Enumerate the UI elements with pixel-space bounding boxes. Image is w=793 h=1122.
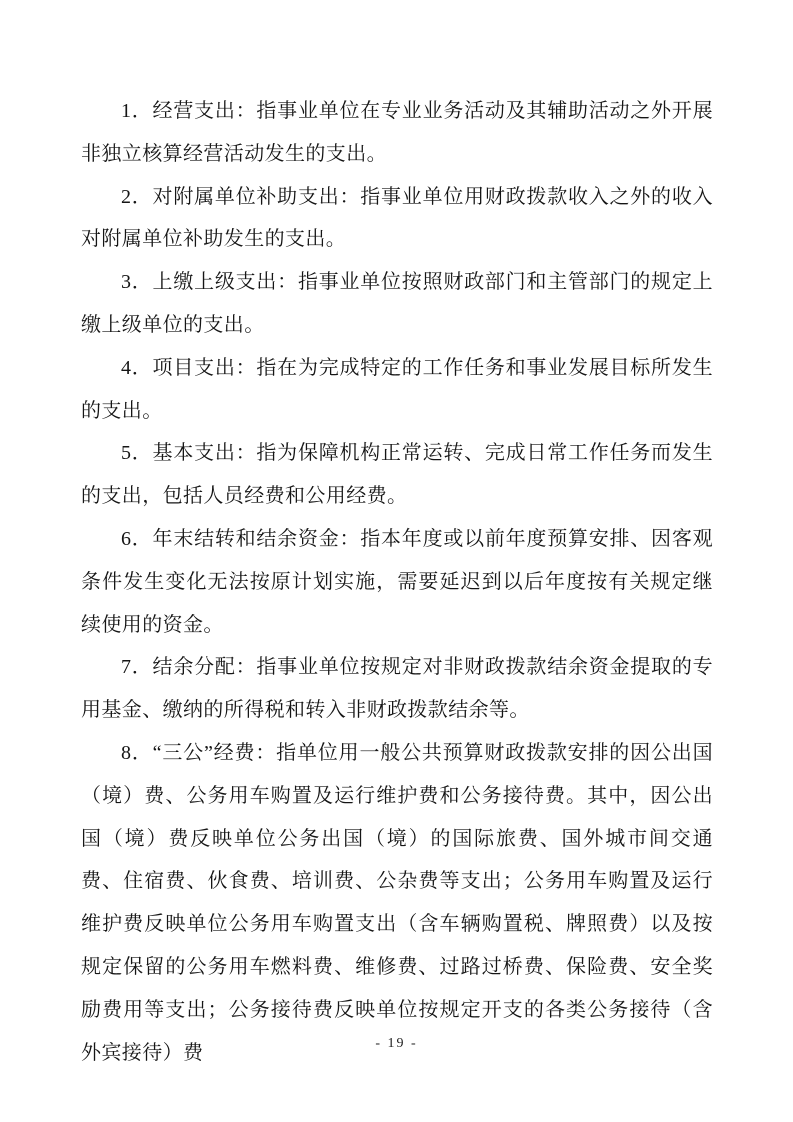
text-body — [81, 90, 713, 1074]
paragraph-item-8: 8．“三公”经费：指单位用一般公共预算财政拨款安排的因公出国（境）费、公务用车购置及运行维护费和公务接待费。其中，因公出国（境）费反映单位公务出国（境）的国际旅费、国外城市间交通费、住宿费、伙食费、培训费、公杂费等支出；公务用车购置及运行维护费反映单位公务用车购置支出（含车辆购置税、牌照费）以及按规定保留的公务用车燃料费、维修费、过路过桥费、保险费、安全奖励费用等支出；公务接待费反映单位按规定开支的各类公务接待（含外宾接待）费 — [81, 741, 713, 1064]
paragraph-item-5: 5．基本支出：指为保障机构正常运转、完成日常工作任务而发生的支出，包括人员经费和公用经费。 — [81, 442, 713, 508]
paragraph-item-2: 2．对附属单位补助支出：指事业单位用财政拨款收入之外的收入对附属单位补助发生的支出。 — [81, 185, 713, 251]
paragraph-item-7: 7．结余分配：指事业单位按规定对非财政拨款结余资金提取的专用基金、缴纳的所得税和转入非财政拨款结余等。 — [81, 656, 713, 722]
paragraph-item-6: 6．年末结转和结余资金：指本年度或以前年度预算安排、因客观条件发生变化无法按原计划实施，需要延迟到以后年度按有关规定继续使用的资金。 — [81, 527, 713, 636]
paragraph-item-4: 4．项目支出：指在为完成特定的工作任务和事业发展目标所发生的支出。 — [81, 356, 713, 422]
page-number: - 19 - — [375, 1036, 418, 1051]
paragraph-item-1: 1．经营支出：指事业单位在专业业务活动及其辅助活动之外开展非独立核算经营活动发生的支出。 — [81, 100, 713, 165]
paragraph-item-3: 3．上缴上级支出：指事业单位按照财政部门和主管部门的规定上缴上级单位的支出。 — [81, 271, 713, 336]
